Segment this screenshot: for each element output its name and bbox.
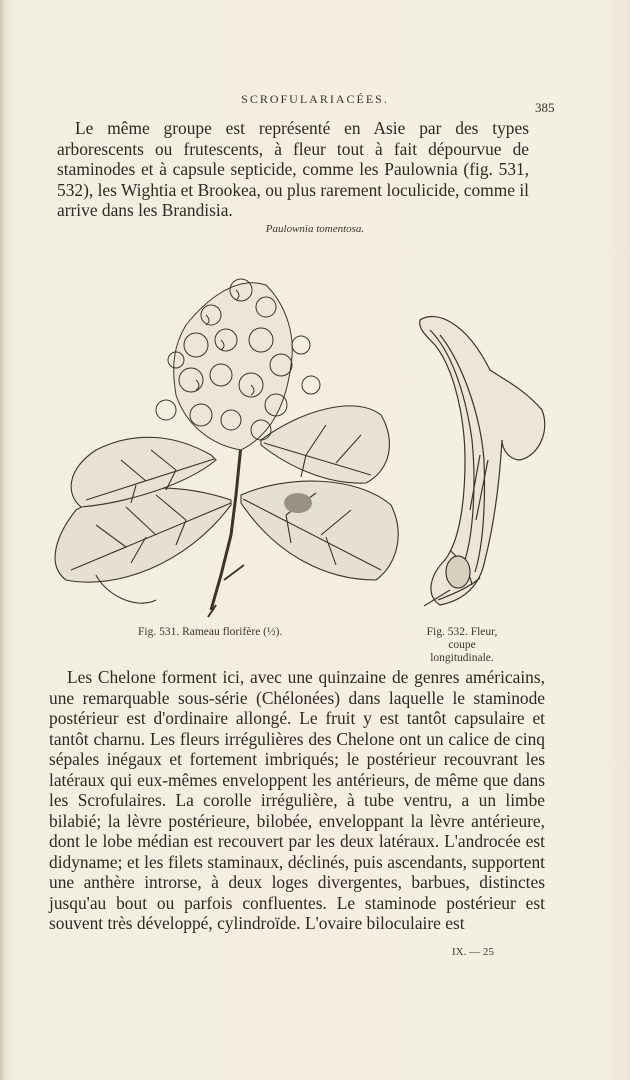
- page-gutter-shadow: [0, 0, 6, 1080]
- page-number: 385: [535, 100, 555, 115]
- running-head: SCROFULARIACÉES.: [241, 92, 389, 106]
- fig532-flower-section-illustration: [410, 310, 550, 610]
- top-paragraph: Le même groupe est représenté en Asie par des types arborescents ou frutescents, à fleur tout à fait dépourvue de staminodes et à capsule septicide, comme les Paulownia (fig. 531, 532), les Wightia et Brookea, ou plus rarement loculicide, comme il arrive dans les Brandisia.: [57, 118, 529, 220]
- signature-mark: IX. — 25: [452, 946, 494, 958]
- fig532-caption-line2: longitudinale.: [430, 652, 494, 664]
- fig531-flowering-branch-illustration: [36, 245, 406, 625]
- plate-title: Paulownia tomentosa.: [265, 223, 365, 235]
- fig532-caption: [412, 626, 512, 665]
- bottom-paragraph: Les Chelone forment ici, avec une quinzaine de genres américains, une remarquable sous-série (Chélonées) dans laquelle le staminode postérieur est d'ordinaire allongé. Le fruit y est tantôt capsulaire et tantôt charnu. Les fleurs irrégulières des Chelone ont un calice de cinq sépales inégaux et fortement imbriqués; le postérieur recouvrant les latéraux qui eux-mêmes enveloppent les antérieurs, de même que dans les Scrofulaires. La corolle irrégulière, à tube ventru, a un limbe bilabié; la lèvre postérieure, bilobée, enveloppant la lèvre antérieure, dont le lobe médian est recouvert par les deux latéraux. L'androcée est didyname; et les filets staminaux, déclinés, puis ascendants, supportent une anthère introrse, à deux loges divergentes, barbues, distinctes jusqu'au bout ou parfois confluentes. Le staminode postérieur est souvent très développé, cylindroïde. L'ovaire biloculaire est: [49, 667, 545, 933]
- fig531-caption: Fig. 531. Rameau florifère (½).: [138, 626, 283, 638]
- fig532-caption-line1: Fig. 532. Fleur, coupe: [426, 626, 498, 651]
